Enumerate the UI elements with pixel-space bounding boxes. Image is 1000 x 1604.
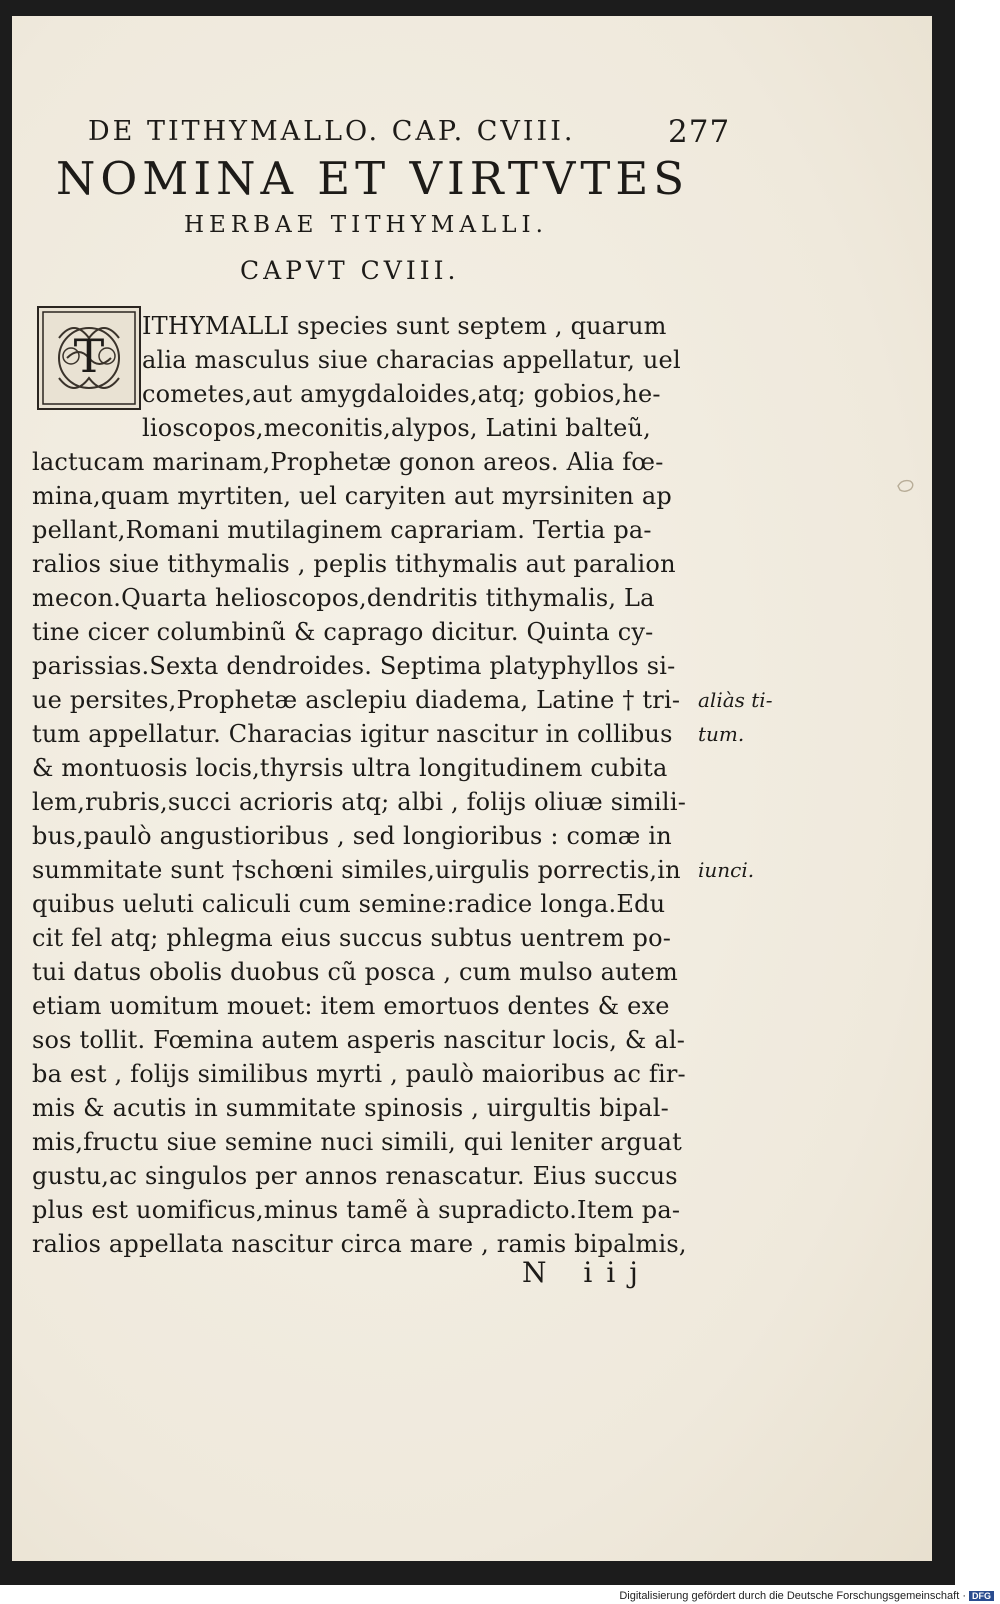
body-line: mina,quam myrtiten, uel caryiten aut myrsiniten ap [32, 482, 672, 510]
body-line: pellant,Romani mutilaginem caprariam. Tertia pa- [32, 516, 652, 544]
body-line: bus,paulò angustioribus , sed longioribus : comæ in [32, 822, 672, 850]
body-line: parissias.Sexta dendroides. Septima platyphyllos si- [32, 652, 676, 680]
body-line: tine cicer columbinũ & caprago dicitur. Quinta cy- [32, 618, 654, 646]
body-line: gustu,ac singulos per annos renascatur. Eius succus [32, 1162, 678, 1190]
body-line: sos tollit. Fœmina autem asperis nascitur locis, & al- [32, 1026, 686, 1054]
margin-note: tum. [698, 722, 745, 746]
body-line: ITHYMALLI species sunt septem , quarum [142, 312, 667, 340]
chapter-label: CAPVT CVIII. [240, 256, 460, 285]
body-line: lactucam marinam,Prophetæ gonon areos. Alia fœ- [32, 448, 664, 476]
chapter-title: NOMINA ET VIRTVTES [56, 152, 690, 205]
body-line: ba est , folijs similibus myrti , paulò maioribus ac fir- [32, 1060, 686, 1088]
paper-blemish-icon [896, 478, 916, 494]
footer-text: Digitalisierung gefördert durch die Deutsche Forschungsgemeinschaft · [619, 1590, 966, 1602]
chapter-subtitle: HERBAE TITHYMALLI. [184, 212, 548, 238]
body-line: ralios siue tithymalis , peplis tithymalis aut paralion [32, 550, 676, 578]
margin-note: aliàs ti- [698, 688, 773, 712]
body-line: ue persites,Prophetæ asclepiu diadema, Latine † tri- [32, 686, 681, 714]
body-line: tum appellatur. Characias igitur nascitur in collibus [32, 720, 673, 748]
running-head: DE TITHYMALLO. CAP. CVIII. [88, 116, 576, 147]
body-line: plus est uomificus,minus tamẽ à supradicto.Item pa- [32, 1196, 681, 1224]
body-line: tui datus obolis duobus cũ posca , cum mulso autem [32, 958, 678, 986]
body-line: alia masculus siue characias appellatur, uel [142, 346, 681, 374]
body-line: quibus ueluti caliculi cum semine:radice longa.Edu [32, 890, 666, 918]
body-line: cometes,aut amygdaloides,atq; gobios,he- [142, 380, 661, 408]
body-line: mis,fructu siue semine nuci simili, qui leniter arguat [32, 1128, 683, 1156]
initial-letter: T [73, 329, 105, 383]
body-line: etiam uomitum mouet: item emortuos dentes & exe [32, 992, 670, 1020]
body-line: summitate sunt †schœni similes,uirgulis porrectis,in [32, 856, 681, 884]
page-number: 277 [668, 114, 731, 150]
book-page [12, 16, 932, 1561]
dfg-logo-badge: DFG [969, 1591, 994, 1601]
margin-note: iunci. [698, 858, 755, 882]
body-line: lioscopos,meconitis,alypos, Latini balteũ, [142, 414, 651, 442]
body-text [12, 16, 932, 1561]
signature-mark: N iij [522, 1256, 652, 1289]
body-line: mis & acutis in summitate spinosis , uirgultis bipal- [32, 1094, 669, 1122]
digitization-footer [619, 1590, 994, 1602]
body-line: ralios appellata nascitur circa mare , ramis bipalmis, [32, 1230, 687, 1258]
body-line: lem,rubris,succi acrioris atq; albi , folijs oliuæ simili- [32, 788, 686, 816]
body-line: & montuosis locis,thyrsis ultra longitudinem cubita [32, 754, 668, 782]
body-line: cit fel atq; phlegma eius succus subtus uentrem po- [32, 924, 672, 952]
body-line: mecon.Quarta helioscopos,dendritis tithymalis, La [32, 584, 655, 612]
